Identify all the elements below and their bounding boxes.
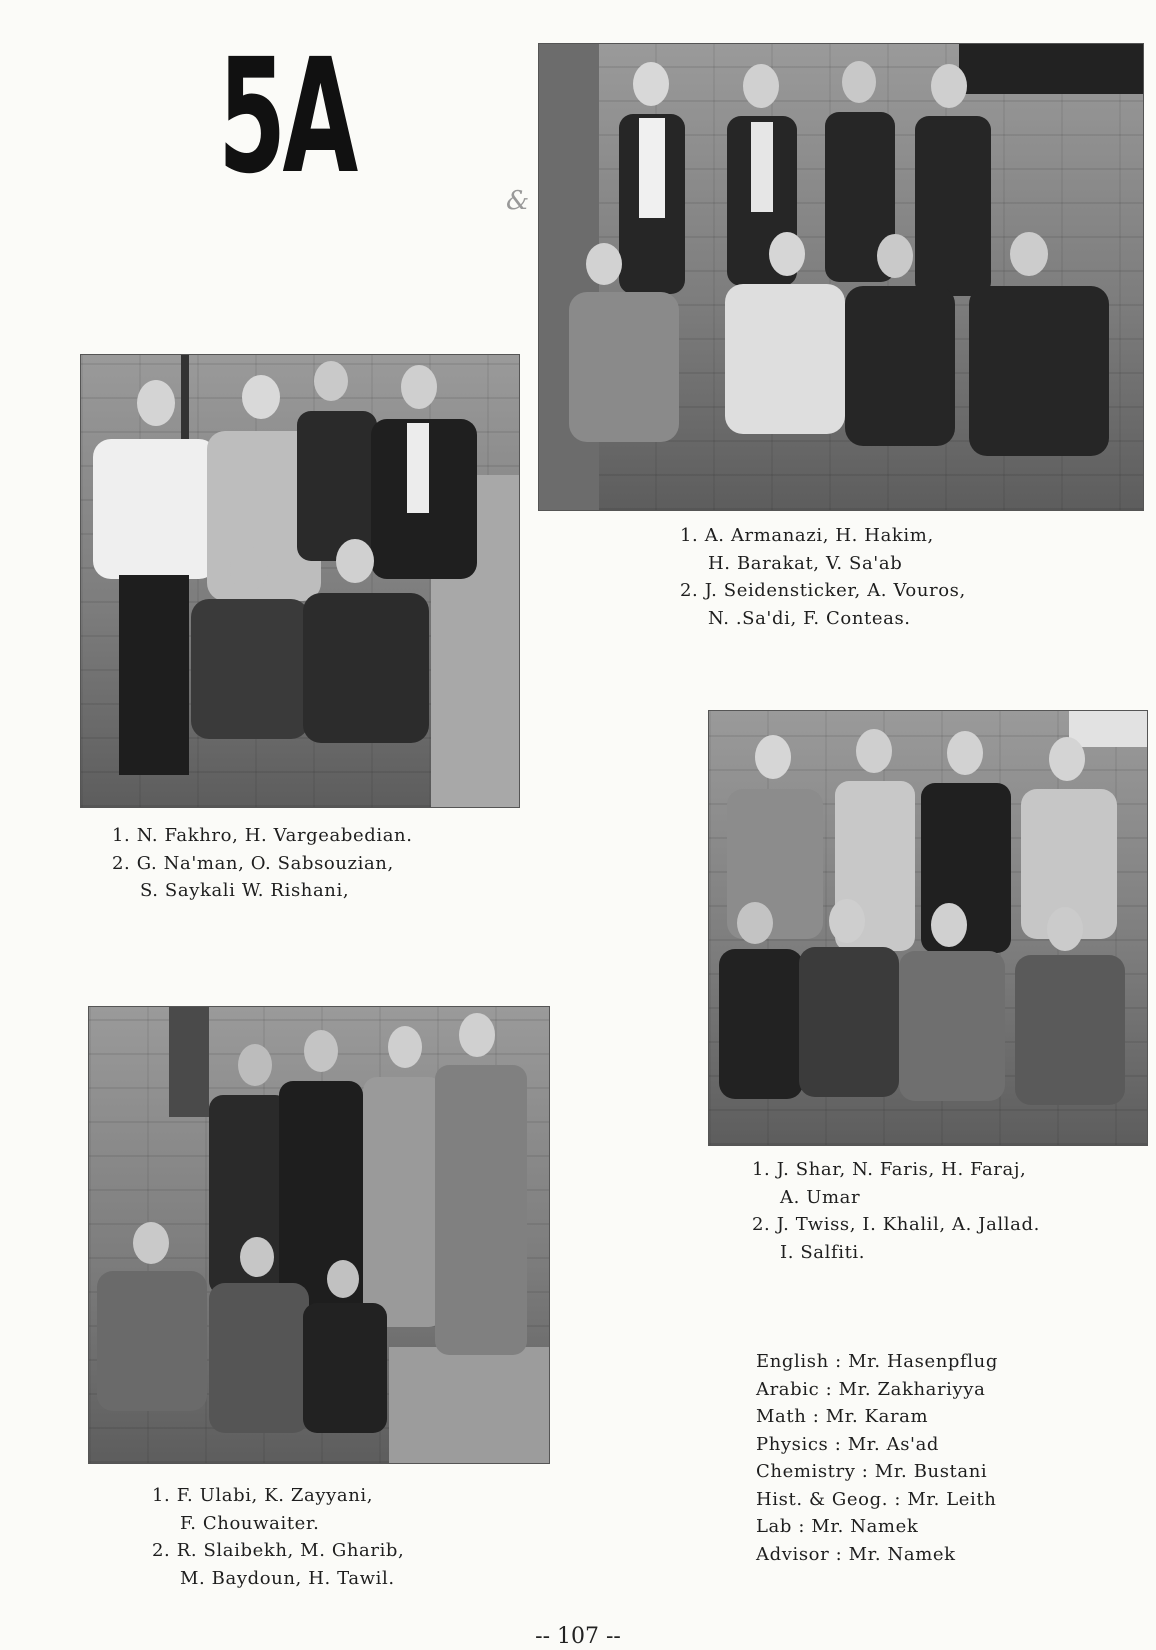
teacher-row: Math : Mr. Karam [756, 1406, 929, 1427]
caption-line: F. Chouwaiter. [180, 1512, 320, 1534]
caption-line: I. Salfiti. [780, 1241, 866, 1263]
caption-line: H. Barakat, V. Sa'ab [708, 552, 903, 574]
class-photo-3 [708, 710, 1148, 1146]
page-number: -- 107 -- [535, 1624, 621, 1649]
teacher-row: Lab : Mr. Namek [756, 1516, 919, 1537]
caption-line: 2. G. Na'man, O. Sabsouzian, [112, 852, 394, 874]
teachers-list [756, 1348, 998, 1568]
caption-line: 1. J. Shar, N. Faris, H. Faraj, [752, 1159, 1027, 1180]
class-photo-4 [88, 1006, 550, 1464]
caption-line: 1. F. Ulabi, K. Zayyani, [152, 1485, 374, 1506]
caption-line: 2. R. Slaibekh, M. Gharib, [152, 1540, 405, 1561]
caption-line: S. Saykali W. Rishani, [140, 880, 350, 901]
caption-line: 1. A. Armanazi, H. Hakim, [680, 525, 934, 546]
caption-line: N. .Sa'di, F. Conteas. [708, 607, 911, 629]
photo-1-caption [680, 522, 966, 632]
caption-line: 1. N. Fakhro, H. Vargeabedian. [112, 825, 413, 846]
caption-line: A. Umar [780, 1186, 861, 1208]
teacher-row: Arabic : Mr. Zakhariyya [756, 1378, 986, 1400]
teacher-row: Chemistry : Mr. Bustani [756, 1461, 988, 1482]
teacher-row: Hist. & Geog. : Mr. Leith [756, 1488, 997, 1510]
caption-line: 2. J. Twiss, I. Khalil, A. Jallad. [752, 1214, 1040, 1235]
caption-line: 2. J. Seidensticker, A. Vouros, [680, 580, 966, 601]
class-photo-2 [80, 354, 520, 808]
photo-2-caption [112, 822, 413, 905]
photo-3-caption [752, 1156, 1040, 1266]
teacher-row: English : Mr. Hasenpflug [756, 1351, 998, 1372]
page-title: 5A [218, 25, 355, 209]
margin-mark: & [506, 186, 530, 216]
class-photo-1 [538, 43, 1144, 511]
teacher-row: Physics : Mr. As'ad [756, 1433, 940, 1455]
caption-line: M. Baydoun, H. Tawil. [180, 1567, 395, 1589]
teacher-row: Advisor : Mr. Namek [756, 1543, 956, 1565]
photo-4-caption [152, 1482, 404, 1592]
